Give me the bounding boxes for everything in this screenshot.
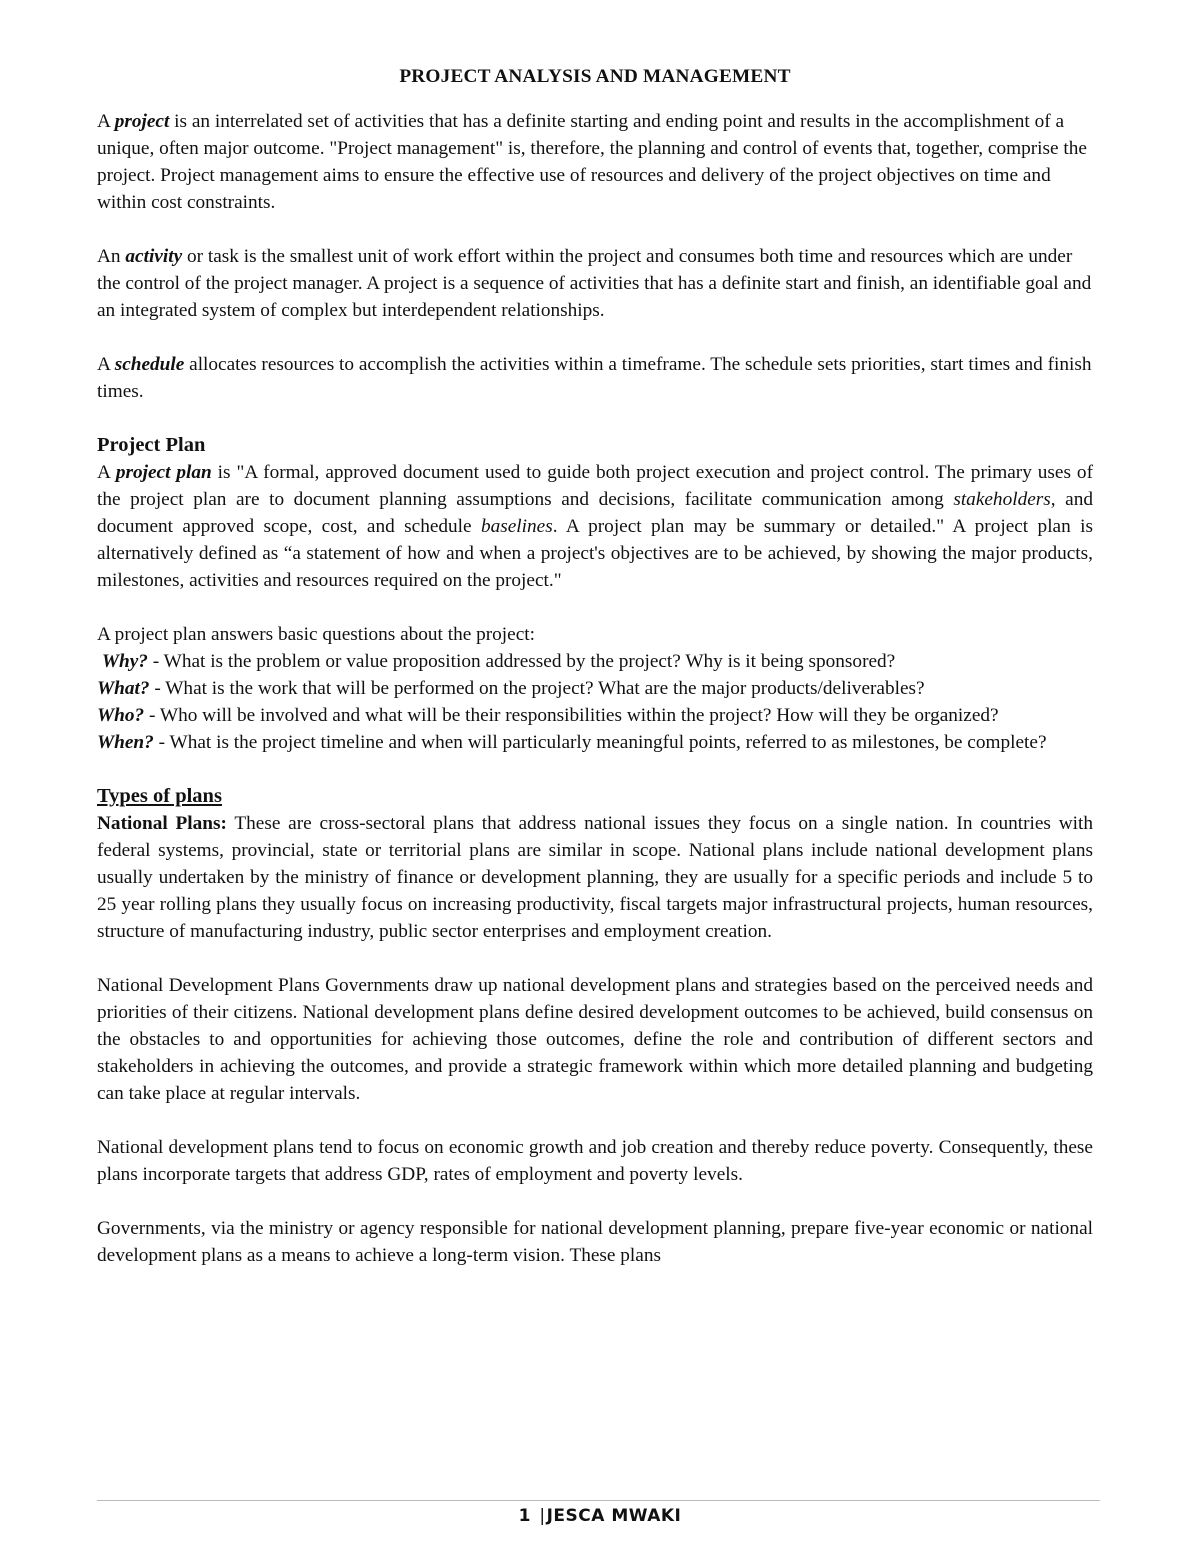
question-who: Who? - Who will be involved and what will be their responsibilities within the project? How will they be organized? xyxy=(97,705,999,726)
project-plan-definition-paragraph: A project plan is "A formal, approved document used to guide both project execution and project control. The primary uses of the project plan are to document planning assumptions and decisions, facilitate communication among stakeholders, and document approved scope, cost, and schedule baselines. A project plan may be summary or detailed." A project plan is alternatively defined as “a statement of how and when a project's objectives are to be achieved, by showing the major products, milestones, activities and resources required on the project." xyxy=(97,462,1094,591)
page-footer xyxy=(0,1506,1200,1526)
national-plans-paragraph: National Plans: These are cross-sectoral plans that address national issues they focus on a single nation. In countries with federal systems, provincial, state or territorial plans are similar in scope. National plans include national development plans usually undertaken by the ministry of finance or development planning, they are usually for a specific periods and include 5 to 25 year rolling plans they usually focus on increasing productivity, fiscal targets major infrastructural projects, human resources, structure of manufacturing industry, public sector enterprises and employment creation. xyxy=(97,813,1093,942)
question-why: Why? - What is the problem or value proposition addressed by the project? Why is it being sponsored? xyxy=(101,651,896,672)
project-plan-heading: Project Plan xyxy=(97,434,206,456)
term-activity: activity xyxy=(125,246,183,267)
term-baselines: baselines xyxy=(480,516,553,537)
page-body xyxy=(97,63,1093,1269)
page-number: 1 xyxy=(518,1506,531,1526)
national-plans-label: National Plans: xyxy=(97,813,227,834)
term-schedule: schedule xyxy=(114,354,185,375)
national-development-plans-paragraph: National Development Plans Governments draw up national development plans and strategies based on the perceived needs and priorities of their citizens. National development plans define desired development outcomes to be achieved, build consensus on the obstacles to and opportunities for achieving those outcomes, define the role and contribution of different sectors and stakeholders in achieving the outcomes, and provide a strategic framework within which more detailed planning and budgeting can take place at regular intervals. xyxy=(97,975,1093,1104)
footer-separator: | xyxy=(539,1506,546,1526)
questions-intro: A project plan answers basic questions about the project: xyxy=(97,624,535,645)
term-stakeholders: stakeholders xyxy=(953,489,1051,510)
activity-definition-paragraph: An activity or task is the smallest unit of work effort within the project and consumes both time and resources which are under the control of the project manager. A project is a sequence of activities that has a definite start and finish, an identifiable goal and an integrated system of complex but interdependent relationships. xyxy=(97,246,1092,321)
question-what: What? - What is the work that will be performed on the project? What are the major products/deliverables? xyxy=(97,678,925,699)
footer-divider xyxy=(97,1500,1100,1501)
term-project: project xyxy=(114,111,170,132)
types-of-plans-heading: Types of plans xyxy=(97,785,222,807)
page-title: PROJECT ANALYSIS AND MANAGEMENT xyxy=(399,66,791,87)
question-when: When? - What is the project timeline and when will particularly meaningful points, referred to as milestones, be complete? xyxy=(97,732,1047,753)
schedule-definition-paragraph: A schedule allocates resources to accomplish the activities within a timeframe. The schedule sets priorities, start times and finish times. xyxy=(97,354,1092,402)
footer-author: JESCA MWAKI xyxy=(546,1506,682,1526)
economic-growth-paragraph: National development plans tend to focus on economic growth and job creation and thereby reduce poverty. Consequently, these plans incorporate targets that address GDP, rates of employment and poverty levels. xyxy=(97,1137,1093,1185)
five-year-plans-paragraph: Governments, via the ministry or agency responsible for national development planning, prepare five-year economic or national development plans as a means to achieve a long-term vision. These plans xyxy=(97,1218,1093,1266)
project-definition-paragraph: A project is an interrelated set of activities that has a definite starting and ending point and results in the accomplishment of a unique, often major outcome. "Project management" is, therefore, the planning and control of events that, together, comprise the project. Project management aims to ensure the effective use of resources and delivery of the project objectives on time and within cost constraints. xyxy=(97,111,1087,213)
term-project-plan: project plan xyxy=(115,462,212,483)
